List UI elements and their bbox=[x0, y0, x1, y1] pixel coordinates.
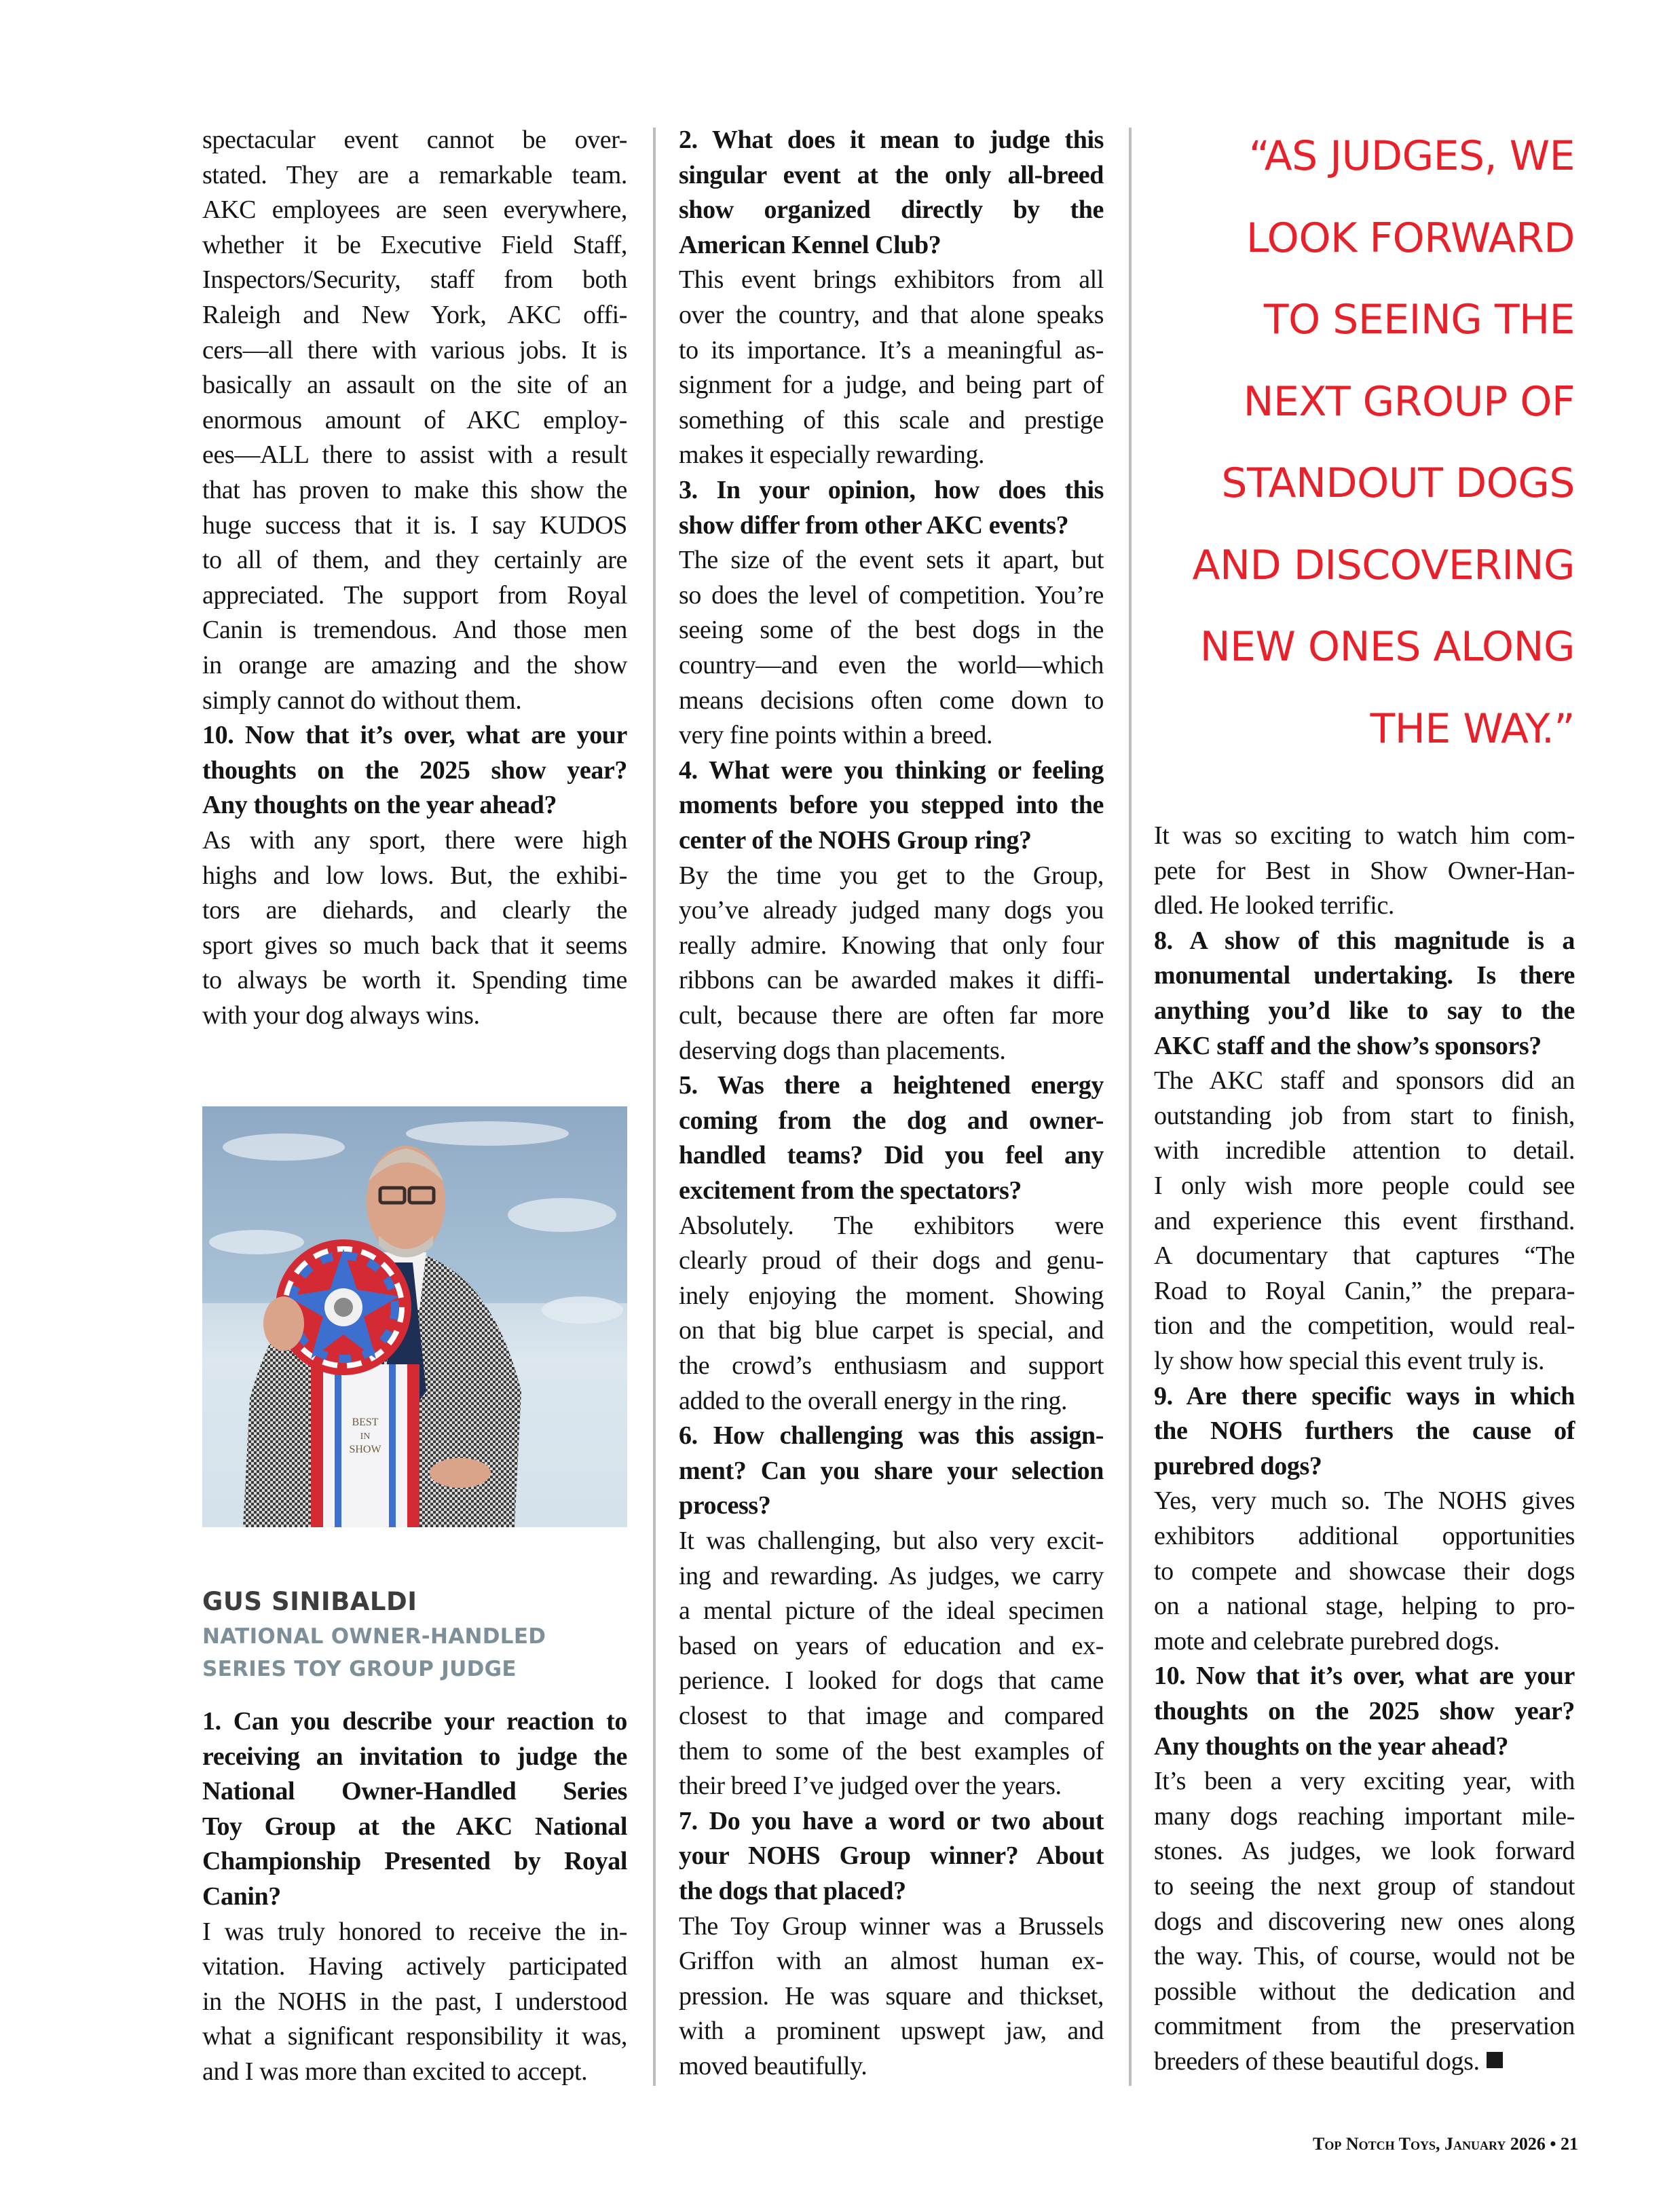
answer-line: whether it be Executive Field Staff, bbox=[202, 230, 627, 259]
answer-line: means decisions often come down to bbox=[679, 686, 1104, 715]
question-line: your NOHS Group winner? About bbox=[679, 1841, 1104, 1871]
answer-line: makes it especially rewarding. bbox=[679, 441, 985, 470]
question-line: show differ from other AKC events? bbox=[679, 510, 1069, 540]
answer-line: many dogs reaching important mile- bbox=[1154, 1801, 1575, 1831]
answer-line: pete for Best in Show Owner-Han- bbox=[1154, 856, 1575, 885]
pull-quote-line: STANDOUT DOGS bbox=[1221, 460, 1575, 507]
question-line: Any thoughts on the year ahead? bbox=[202, 791, 557, 820]
photo-illustration bbox=[202, 1106, 627, 1527]
answer-line: ribbons can be awarded makes it diffi- bbox=[679, 966, 1104, 995]
question-line: purebred dogs? bbox=[1154, 1451, 1322, 1480]
rosette-text: BEST bbox=[352, 1417, 379, 1428]
answer-line: deserving dogs than placements. bbox=[679, 1036, 1006, 1065]
answer-line: something of this scale and prestige bbox=[679, 405, 1104, 434]
answer-line: It’s been a very exciting year, with bbox=[1154, 1767, 1575, 1796]
question-line: 6. How challenging was this assign- bbox=[679, 1421, 1104, 1451]
answer-line: what a significant responsibility it was, bbox=[202, 2022, 627, 2051]
answer-line: outstanding job from start to finish, bbox=[1154, 1101, 1575, 1130]
answer-line: It was so exciting to watch him com- bbox=[1154, 821, 1575, 850]
answer-line: Absolutely. The exhibitors were bbox=[679, 1211, 1104, 1240]
answer-line: on a national stage, helping to pro- bbox=[1154, 1592, 1575, 1621]
question-line: thoughts on the 2025 show year? bbox=[1154, 1697, 1575, 1725]
answer-line: that has proven to make this show the bbox=[202, 476, 627, 504]
answer-line: basically an assault on the site of an bbox=[202, 371, 627, 400]
question-line: handled teams? Did you feel any bbox=[679, 1141, 1104, 1170]
answer-line: possible without the dedication and bbox=[1154, 1977, 1575, 2006]
judge-title-line2: SERIES TOY GROUP JUDGE bbox=[202, 1657, 517, 1681]
answer-line: closest to that image and compared bbox=[679, 1702, 1104, 1730]
question-line: moments before you stepped into the bbox=[679, 791, 1104, 820]
answer-line: in the NOHS in the past, I understood bbox=[202, 1987, 627, 2016]
answer-line: cult, because there are often far more bbox=[679, 1001, 1104, 1030]
question-line: singular event at the only all-breed bbox=[679, 160, 1104, 189]
question-line: ment? Can you share your selection bbox=[679, 1456, 1104, 1485]
pull-quote-line: “AS JUDGES, WE bbox=[1248, 132, 1575, 180]
svg-text:SHOW: SHOW bbox=[349, 1444, 381, 1455]
answer-line: based on years of education and ex- bbox=[679, 1631, 1104, 1660]
answer-line: Raleigh and New York, AKC offi- bbox=[202, 301, 627, 329]
answer-line: dogs and discovering new ones along bbox=[1154, 1907, 1575, 1936]
judge-photo bbox=[202, 1106, 627, 1527]
pull-quote-line: NEXT GROUP OF bbox=[1243, 377, 1575, 426]
column-divider-2 bbox=[1129, 128, 1132, 2086]
question-line: anything you’d like to say to the bbox=[1154, 996, 1575, 1025]
answer-line: sport gives so much back that it seems bbox=[202, 931, 627, 960]
question-line: 4. What were you thinking or feeling bbox=[679, 755, 1104, 785]
question-line: 10. Now that it’s over, what are your bbox=[202, 721, 627, 750]
answer-line: highs and low lows. But, the exhibi- bbox=[202, 861, 627, 890]
question-line: AKC staff and the show’s sponsors? bbox=[1154, 1031, 1542, 1060]
pull-quote-line: THE WAY.” bbox=[1370, 705, 1575, 753]
answer-line: a mental picture of the ideal specimen bbox=[679, 1596, 1104, 1626]
question-line: National Owner-Handled Series bbox=[202, 1777, 627, 1806]
question-line: 7. Do you have a word or two about bbox=[679, 1806, 1104, 1835]
question-line: 1. Can you describe your reaction to bbox=[202, 1707, 627, 1736]
answer-line: to seeing the next group of standout bbox=[1154, 1872, 1575, 1901]
question-line: 9. Are there specific ways in which bbox=[1154, 1381, 1575, 1410]
answer-line: tors are diehards, and clearly the bbox=[202, 896, 627, 925]
answer-line: with your dog always wins. bbox=[202, 1001, 480, 1030]
answer-line: country—and even the world—which bbox=[679, 651, 1104, 679]
answer-line: breeders of these beautiful dogs. bbox=[1154, 2044, 1575, 2079]
question-line: process? bbox=[679, 1491, 771, 1520]
answer-line: to its importance. It’s a meaningful as- bbox=[679, 335, 1104, 364]
answer-line: you’ve already judged many dogs you bbox=[679, 896, 1104, 925]
answer-line: The size of the event sets it apart, but bbox=[679, 546, 1104, 575]
question-line: Toy Group at the AKC National bbox=[202, 1812, 627, 1841]
answer-line: really admire. Knowing that only four bbox=[679, 931, 1104, 960]
answer-line: so does the level of competition. You’re bbox=[679, 580, 1104, 610]
question-line: 10. Now that it’s over, what are your bbox=[1154, 1662, 1575, 1691]
answer-line: and I was more than excited to accept. bbox=[202, 2057, 588, 2086]
answer-line: their breed I’ve judged over the years. bbox=[679, 1772, 1062, 1801]
answer-line: Yes, very much so. The NOHS gives bbox=[1154, 1486, 1575, 1516]
answer-line: Canin is tremendous. And those men bbox=[202, 616, 627, 645]
question-line: the dogs that placed? bbox=[679, 1877, 906, 1905]
question-line: 8. A show of this magnitude is a bbox=[1154, 926, 1575, 955]
pull-quote-line: AND DISCOVERING bbox=[1192, 541, 1575, 589]
answer-line: Griffon with an almost human ex- bbox=[679, 1947, 1104, 1976]
answer-line: very fine points within a breed. bbox=[679, 721, 993, 750]
question-line: the NOHS furthers the cause of bbox=[1154, 1417, 1575, 1446]
answer-line: the crowd’s enthusiasm and support bbox=[679, 1351, 1104, 1380]
answer-line: simply cannot do without them. bbox=[202, 686, 522, 715]
answer-line: to always be worth it. Spending time bbox=[202, 966, 627, 995]
answer-line: inely enjoying the moment. Showing bbox=[679, 1281, 1104, 1310]
answer-line: enormous amount of AKC employ- bbox=[202, 405, 627, 434]
answer-line: This event brings exhibitors from all bbox=[679, 265, 1104, 295]
answer-line: seeing some of the best dogs in the bbox=[679, 616, 1104, 645]
question-line: excitement from the spectators? bbox=[679, 1176, 1022, 1205]
question-line: 2. What does it mean to judge this bbox=[679, 126, 1104, 154]
question-line: American Kennel Club? bbox=[679, 230, 941, 259]
pull-quote-line: TO SEEING THE bbox=[1263, 296, 1575, 343]
end-of-article-mark bbox=[1487, 2052, 1503, 2068]
question-line: coming from the dog and owner- bbox=[679, 1106, 1104, 1135]
answer-line: ing and rewarding. As judges, we carry bbox=[679, 1561, 1104, 1590]
answer-line: with incredible attention to detail. bbox=[1154, 1136, 1575, 1165]
answer-line: vitation. Having actively participated bbox=[202, 1952, 627, 1981]
question-line: 5. Was there a heightened energy bbox=[679, 1071, 1104, 1100]
answer-line: Inspectors/Security, staff from both bbox=[202, 265, 627, 295]
answer-line: pression. He was square and thickset, bbox=[679, 1981, 1104, 2010]
answer-line: clearly proud of their dogs and genu- bbox=[679, 1246, 1104, 1275]
answer-line: Road to Royal Canin,” the prepara- bbox=[1154, 1276, 1575, 1305]
question-line: 3. In your opinion, how does this bbox=[679, 476, 1104, 504]
answer-line: and experience this event firsthand. bbox=[1154, 1206, 1575, 1235]
answer-line: signment for a judge, and being part of bbox=[679, 371, 1104, 400]
answer-line: AKC employees are seen everywhere, bbox=[202, 195, 627, 225]
answer-line: I only wish more people could see bbox=[1154, 1172, 1575, 1200]
answer-line: I was truly honored to receive the in- bbox=[202, 1917, 627, 1946]
answer-line: added to the overall energy in the ring. bbox=[679, 1386, 1068, 1415]
answer-line: the way. This, of course, would not be bbox=[1154, 1942, 1575, 1971]
answer-line: ees—ALL there to assist with a result bbox=[202, 441, 627, 470]
answer-line: to all of them, and they certainly are bbox=[202, 546, 627, 575]
answer-line: cers—all there with various jobs. It is bbox=[202, 335, 627, 364]
pull-quote-line: LOOK FORWARD bbox=[1246, 214, 1575, 262]
question-line: thoughts on the 2025 show year? bbox=[202, 755, 627, 785]
judge-title-line1: NATIONAL OWNER-HANDLED bbox=[202, 1624, 546, 1649]
answer-line: appreciated. The support from Royal bbox=[202, 580, 627, 610]
answer-line: commitment from the preservation bbox=[1154, 2012, 1575, 2041]
question-line: center of the NOHS Group ring? bbox=[679, 826, 1032, 855]
question-line: receiving an invitation to judge the bbox=[202, 1742, 627, 1771]
answer-line: spectacular event cannot be over- bbox=[202, 126, 627, 154]
pull-quote-line: NEW ONES ALONG bbox=[1199, 623, 1575, 671]
answer-line: A documentary that captures “The bbox=[1154, 1241, 1575, 1271]
answer-line: to compete and showcase their dogs bbox=[1154, 1556, 1575, 1586]
answer-line: stones. As judges, we look forward bbox=[1154, 1837, 1575, 1866]
column-divider-1 bbox=[653, 128, 656, 2086]
svg-text:IN: IN bbox=[360, 1432, 371, 1442]
page-footer: Top Notch Toys, January 2026 • 21 bbox=[1313, 2134, 1578, 2154]
answer-line: huge success that it is. I say KUDOS bbox=[202, 510, 627, 540]
question-line: Canin? bbox=[202, 1882, 281, 1911]
question-line: Any thoughts on the year ahead? bbox=[1154, 1732, 1509, 1761]
answer-line: perience. I looked for dogs that came bbox=[679, 1666, 1104, 1696]
answer-line: stated. They are a remarkable team. bbox=[202, 160, 627, 189]
answer-line: over the country, and that alone speaks bbox=[679, 301, 1104, 329]
answer-line: mote and celebrate purebred dogs. bbox=[1154, 1626, 1500, 1655]
answer-line: The AKC staff and sponsors did an bbox=[1154, 1066, 1575, 1096]
answer-line: As with any sport, there were high bbox=[202, 826, 627, 855]
answer-line: dled. He looked terrific. bbox=[1154, 891, 1395, 920]
answer-line: on that big blue carpet is special, and bbox=[679, 1316, 1104, 1345]
answer-line: ly show how special this event truly is. bbox=[1154, 1347, 1545, 1375]
answer-line: exhibitors additional opportunities bbox=[1154, 1522, 1575, 1550]
question-line: Championship Presented by Royal bbox=[202, 1847, 627, 1876]
answer-line: It was challenging, but also very excit- bbox=[679, 1527, 1104, 1555]
answer-line: The Toy Group winner was a Brussels bbox=[679, 1911, 1104, 1941]
answer-line: moved beautifully. bbox=[679, 2052, 867, 2080]
question-line: show organized directly by the bbox=[679, 195, 1104, 225]
answer-line: tion and the competition, would real- bbox=[1154, 1311, 1575, 1341]
answer-line: them to some of the best examples of bbox=[679, 1736, 1104, 1765]
answer-line: By the time you get to the Group, bbox=[679, 861, 1104, 890]
question-line: monumental undertaking. Is there bbox=[1154, 961, 1575, 990]
judge-name: GUS SINIBALDI bbox=[202, 1587, 417, 1616]
answer-line: with a prominent upswept jaw, and bbox=[679, 2017, 1104, 2046]
answer-line: in orange are amazing and the show bbox=[202, 651, 627, 679]
